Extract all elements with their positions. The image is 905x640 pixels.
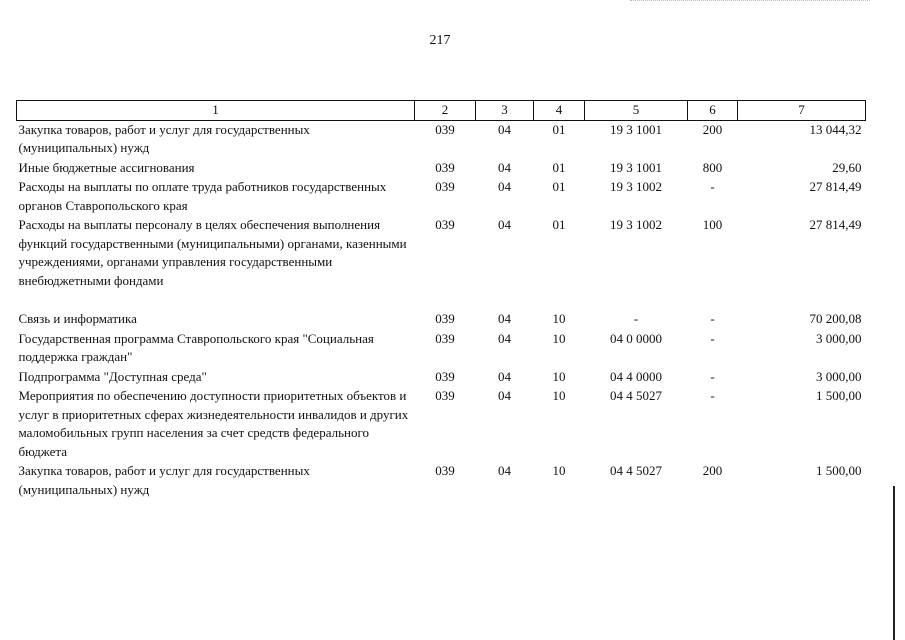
target-article-code: 19 3 1001	[610, 121, 662, 137]
ministry-code: 039	[435, 121, 455, 137]
expense-name: Подпрограмма "Доступная среда"	[18, 368, 207, 384]
ministry-code: 039	[435, 311, 455, 326]
section-code: 04	[498, 311, 511, 326]
amount: 13 044,32	[809, 121, 862, 137]
target-article-code: 04 4 5027	[610, 463, 662, 478]
table-row	[17, 462, 866, 500]
table-row	[17, 330, 866, 368]
column-header: 5	[585, 101, 688, 121]
expense-name: Мероприятия по обеспечению доступности приоритетных объектов и услуг в приоритетных сферах жизнедеятельности инвалидов и других маломобильных групп населения за счет средств федерального бюджета	[18, 388, 409, 459]
amount: 27 814,49	[809, 179, 862, 194]
section-code: 04	[498, 121, 511, 137]
expense-name: Закупка товаров, работ и услуг для государственных (муниципальных) нужд	[18, 121, 310, 155]
section-code: 04	[498, 179, 511, 194]
page-edge-line	[893, 486, 895, 640]
expense-name: Закупка товаров, работ и услуг для государственных (муниципальных) нужд	[18, 463, 310, 497]
table-header-row	[17, 101, 866, 121]
expense-type-code: -	[710, 311, 715, 326]
target-article-code: 19 3 1002	[610, 179, 662, 194]
ministry-code: 039	[435, 159, 455, 175]
section-code: 04	[498, 388, 511, 403]
section-code: 04	[498, 159, 511, 175]
column-header: 2	[415, 101, 476, 121]
amount: 70 200,08	[809, 311, 862, 326]
ministry-code: 039	[435, 463, 455, 478]
scan-artifact	[630, 0, 870, 2]
subsection-code: 01	[552, 217, 566, 232]
target-article-code: 04 4 0000	[610, 368, 662, 384]
budget-table	[16, 100, 866, 500]
table-row	[17, 310, 866, 330]
table-row	[17, 178, 866, 216]
target-article-code: 04 0 0000	[610, 330, 662, 346]
page-number: 217	[429, 33, 451, 48]
section-code: 04	[498, 463, 511, 478]
column-header: 6	[688, 101, 738, 121]
subsection-code: 10	[552, 388, 566, 403]
target-article-code: 19 3 1001	[610, 159, 662, 175]
amount: 1 500,00	[816, 463, 862, 478]
target-article-code: 04 4 5027	[610, 388, 662, 403]
amount: 1 500,00	[816, 388, 862, 403]
column-header: 4	[534, 101, 585, 121]
expense-type-code: -	[710, 368, 715, 384]
table-row	[17, 387, 866, 462]
table-row	[17, 120, 866, 159]
expense-type-code: 100	[702, 217, 723, 232]
table-row	[17, 159, 866, 179]
table-row	[17, 368, 866, 388]
table-row	[17, 216, 866, 310]
ministry-code: 039	[435, 179, 455, 194]
subsection-code: 10	[552, 311, 566, 326]
amount: 3 000,00	[816, 330, 862, 346]
subsection-code: 10	[552, 330, 566, 346]
section-code: 04	[498, 368, 511, 384]
column-header: 7	[738, 101, 866, 121]
ministry-code: 039	[435, 330, 455, 346]
subsection-code: 10	[552, 368, 566, 384]
ministry-code: 039	[435, 368, 455, 384]
subsection-code: 01	[552, 121, 566, 137]
subsection-code: 01	[552, 179, 566, 194]
expense-name: Иные бюджетные ассигнования	[18, 159, 195, 175]
section-code: 04	[498, 330, 511, 346]
expense-type-code: -	[710, 179, 715, 194]
section-code: 04	[498, 217, 511, 232]
expense-name: Расходы на выплаты по оплате труда работников государственных органов Ставропольского края	[18, 179, 387, 213]
amount: 27 814,49	[809, 217, 862, 232]
subsection-code: 01	[552, 159, 566, 175]
expense-type-code: -	[710, 388, 715, 403]
expense-type-code: 200	[702, 463, 723, 478]
target-article-code: -	[633, 311, 639, 326]
target-article-code: 19 3 1002	[610, 217, 662, 232]
expense-name: Государственная программа Ставропольского края "Социальная поддержка граждан"	[18, 330, 374, 364]
ministry-code: 039	[435, 217, 455, 232]
expense-type-code: 800	[702, 159, 723, 175]
column-header: 1	[17, 101, 415, 121]
expense-name: Связь и информатика	[18, 311, 137, 326]
column-header: 3	[476, 101, 534, 121]
subsection-code: 10	[552, 463, 566, 478]
amount: 29,60	[832, 159, 862, 175]
amount: 3 000,00	[816, 368, 862, 384]
expense-type-code: 200	[702, 121, 723, 137]
expense-name: Расходы на выплаты персоналу в целях обеспечения выполнения функций государственными (муниципальными) органами, казенными учреждениями, органами управления государственными внебюджетными фондами	[18, 217, 407, 288]
expense-type-code: -	[710, 330, 715, 346]
ministry-code: 039	[435, 388, 455, 403]
